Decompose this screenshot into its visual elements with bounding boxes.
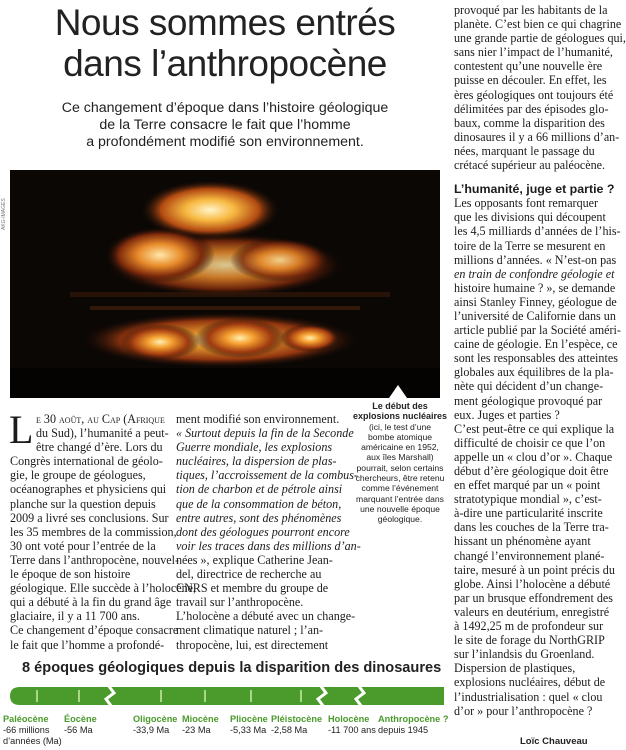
epoch-age: -23 Ma (182, 725, 211, 735)
photo-credit: AKG-IMAGES (1, 198, 7, 230)
spacer (454, 172, 616, 182)
body-line: caine de géologie. En l’espèce, ce (454, 337, 618, 352)
caption-line: marquant l’entrée dans (356, 493, 444, 504)
epoch-label (230, 714, 268, 736)
body-line: du Sud), l’humanité a peut- (36, 426, 169, 441)
body-line: tiques, l’accroissement de la combus- (176, 468, 358, 483)
body-line: appelle un « clou d’or ». Chaque (454, 449, 613, 464)
body-line: puisse en découler. En effet, les (454, 73, 607, 88)
body-line: L’holocène a débuté avec un change- (176, 609, 356, 624)
epoch-name: Miocène (182, 714, 219, 724)
caption-title: Le début des (372, 401, 428, 411)
body-line: eux. Juges et parties ? (454, 407, 560, 422)
body-line: début d’ère géologique doit être (454, 464, 609, 478)
body-line: le site de forage du NorthGRIP (454, 633, 605, 648)
epoch-age: depuis 1945 (378, 725, 429, 735)
body-line: changé l’environnement plané- (454, 548, 605, 563)
body-line: géologique. Elle succède à l’holocène, (10, 581, 197, 596)
body-line: que les divisions qui découpent (454, 210, 606, 225)
timeline-title: 8 époques géologiques depuis la disparition des dinosaures (22, 660, 442, 676)
caption-line: aux îles Marshall) (366, 452, 434, 463)
epoch-name: Oligocène (133, 714, 178, 724)
body-line: océanographes et physiciens qui (10, 482, 167, 497)
epoch-age: -66 millions (3, 725, 50, 735)
body-line: CNRS et membre du groupe de (176, 581, 329, 596)
nuclear-explosion-photo (10, 170, 440, 398)
body-line: glaciaire, il y a 11 700 ans. (10, 609, 140, 624)
author-signature: Loïc Chauveau (520, 736, 588, 747)
epoch-label (328, 714, 376, 736)
body-line: Ce changement d’époque consacre (10, 623, 179, 638)
body-line: ainsi Stanley Finney, géologue de (454, 294, 617, 309)
subheading: L’humanité, juge et partie ? (454, 182, 615, 197)
timeline-bar (8, 681, 448, 711)
body-line: nées », explique Catherine Jean- (176, 552, 333, 567)
body-line: le fait que l’homme a profondé- (10, 637, 165, 652)
epoch-name: Anthropocène ? (378, 714, 449, 724)
body-line: tion de charbon et de pétrole ainsi (176, 482, 343, 497)
standfirst (18, 100, 432, 151)
article-column-2 (176, 412, 361, 652)
epoch-name: Pléistocène (271, 714, 323, 724)
epoch-age: -5,33 Ma (230, 725, 267, 735)
epoch-name: Holocène (328, 714, 370, 724)
body-line: nète qui décident d’un change- (454, 379, 604, 394)
body-line: planète. C’est bien ce qui chagrine (454, 17, 622, 32)
body-line: stratotypique mondial », c’est- (454, 492, 602, 507)
body-line: Les opposants font remarquer (454, 196, 599, 211)
body-line: nucléaires, la dispersion de plas- (176, 454, 337, 469)
body-line: sans nier l’impact de l’humanité, (454, 45, 613, 60)
caption-line: bombe atomique (367, 431, 433, 442)
body-line: taire, mesuré à un point précis du (454, 562, 615, 577)
caption-line: pourrait, selon certains (356, 462, 444, 473)
body-line: par un brusque effondrement des (454, 590, 613, 605)
body-line: en effet marqué par un « point (454, 478, 601, 493)
body-line: qui a débuté à la fin du grand âge (10, 595, 172, 610)
epoch-age: -33,9 Ma (133, 725, 170, 735)
caption-line: une nouvelle époque (360, 503, 440, 514)
body-line: dans les couches de la Terre tra- (454, 520, 609, 535)
body-line: explosions nucléaires, début de (454, 675, 606, 690)
body-line: Guerre mondiale, les explosions (176, 440, 333, 455)
body-line: 2009 a livré ses conclusions. Sur (10, 510, 169, 525)
drop-cap: L (9, 407, 34, 452)
photo-caption (352, 401, 448, 525)
body-line: valeurs en deutérium, enregistré (454, 604, 610, 619)
epoch-name: Paléocène (3, 714, 49, 724)
body-line: être changé d’ère. Lors du (36, 440, 163, 455)
body-line: del, directrice de recherche au (176, 567, 322, 582)
explosion-illustration (10, 170, 440, 398)
caption-line: géologique. (377, 514, 423, 525)
body-line: d’or » pour l’anthropocène ? (454, 703, 593, 718)
caption-line: chercheurs, être retenu (355, 473, 445, 484)
body-line: contestent qu’une nouvelle ère (454, 59, 603, 74)
epoch-label (378, 714, 448, 736)
body-line: nées, marquant le passage du (454, 143, 595, 158)
body-line: article publié par la Société améri- (454, 323, 621, 338)
body-line: histoire humaine ? », se demande (454, 280, 616, 295)
body-line: provoqué par les habitants de la (454, 3, 608, 17)
body-line: en train de confondre géologie et (454, 266, 615, 281)
body-line: crétacé supérieur au paléocène. (454, 158, 606, 173)
article-column-1 (9, 407, 197, 652)
body-line: sur l’inlandsis du Groenland. (454, 647, 595, 662)
body-line: à-dire une particularité inscrite (454, 506, 603, 521)
body-line: l’industrialisation : quel « clou (454, 689, 603, 704)
lead-line (10, 412, 170, 426)
body-line: voir les traces dans des millions d’an- (176, 538, 361, 553)
body-line: toire de la Terre se mesurent en (454, 238, 606, 253)
body-line: difficulté de choisir ce que l’on (454, 435, 606, 450)
body-line: l’université de Californie dans un (454, 308, 616, 323)
caption-line: américaine en 1952, (361, 442, 439, 453)
body-line: ères géologiques ont toujours été (454, 87, 614, 102)
caption-title: explosions nucléaires (352, 411, 448, 422)
body-line: planche sur la question depuis (10, 496, 156, 511)
epoch-label (133, 714, 177, 736)
epoch-age: -56 Ma (64, 725, 93, 735)
body-line: les 4,5 milliards d’années de l’his- (454, 224, 621, 239)
epoch-name: Éocène (64, 714, 97, 724)
caption-line: (ici, le test d’une (368, 421, 432, 432)
lead-smallcaps: e 30 août, au Cap (Afrique (36, 412, 165, 426)
standfirst-line: Ce changement d’époque dans l’histoire géologique (61, 100, 389, 116)
body-line: gie, le groupe de géologues, (10, 468, 146, 483)
epoch-label (182, 714, 219, 736)
body-line: Dispersion de plastiques, (454, 661, 576, 676)
body-line: à 1492,25 m de profondeur sur (454, 619, 604, 634)
epoch-age: -2,58 Ma (271, 725, 308, 735)
epoch-label (3, 714, 62, 747)
body-line: sont les responsables des atteintes (454, 351, 618, 366)
body-line: C’est peut-être ce qui explique la (454, 421, 615, 436)
standfirst-line: a profondément modifié son environnement. (86, 134, 364, 150)
body-line: ment géologique provoqué par (454, 393, 603, 408)
body-line: globe. Ainsi l’holocène a débuté (454, 576, 611, 591)
caption-pointer (389, 385, 407, 398)
headline-line: Nous sommes entrés (54, 2, 396, 43)
body-line: thropocène, lui, est directement (176, 637, 329, 652)
body-line: entre autres, sont des phénomènes (176, 510, 342, 525)
body-line: les 35 membres de la commission, (10, 524, 177, 539)
body-line: dinosaures il y a 66 millions d’an- (454, 129, 620, 144)
body-line: Congrès international de géolo- (10, 454, 163, 469)
body-line: « Surtout depuis la fin de la Seconde (176, 426, 354, 441)
body-line: délimitées par des épisodes glo- (454, 101, 609, 116)
epoch-label (271, 714, 322, 736)
body-line: une grande partie de géologues qui, (454, 31, 626, 46)
body-line: travail sur l’anthropocène. (176, 595, 304, 610)
headline-line: dans l’anthropocène (63, 43, 387, 84)
standfirst-line: de la Terre consacre le fait que l’homme (99, 117, 351, 133)
body-line: le époque de son histoire (10, 567, 131, 582)
epoch-unit-note: d’années (Ma) (3, 736, 62, 746)
body-line: globales aux équilibres de la pla- (454, 365, 614, 380)
epoch-label (64, 714, 97, 736)
body-line: Terre dans l’anthropocène, nouvel- (10, 552, 180, 567)
body-line: 30 ont voté pour l’entrée de la (10, 538, 156, 553)
body-line: millions d’années. « N’est-on pas (454, 252, 617, 267)
body-line: baux, comme la disparition des (454, 115, 605, 130)
body-line: ment climatique naturel ; l’an- (176, 623, 324, 638)
body-line: ment modifié son environnement. (176, 412, 340, 426)
body-line: hissant un phénomène ayant (454, 534, 591, 549)
epoch-name: Pliocène (230, 714, 268, 724)
body-line: dont des géologues pourront encore (176, 524, 350, 539)
headline (10, 2, 440, 84)
caption-line: comme l’événement (361, 483, 439, 494)
article-column-3 (454, 3, 626, 718)
epoch-age: -11 700 ans (328, 725, 376, 735)
body-line: que de la consommation de béton, (176, 496, 342, 511)
